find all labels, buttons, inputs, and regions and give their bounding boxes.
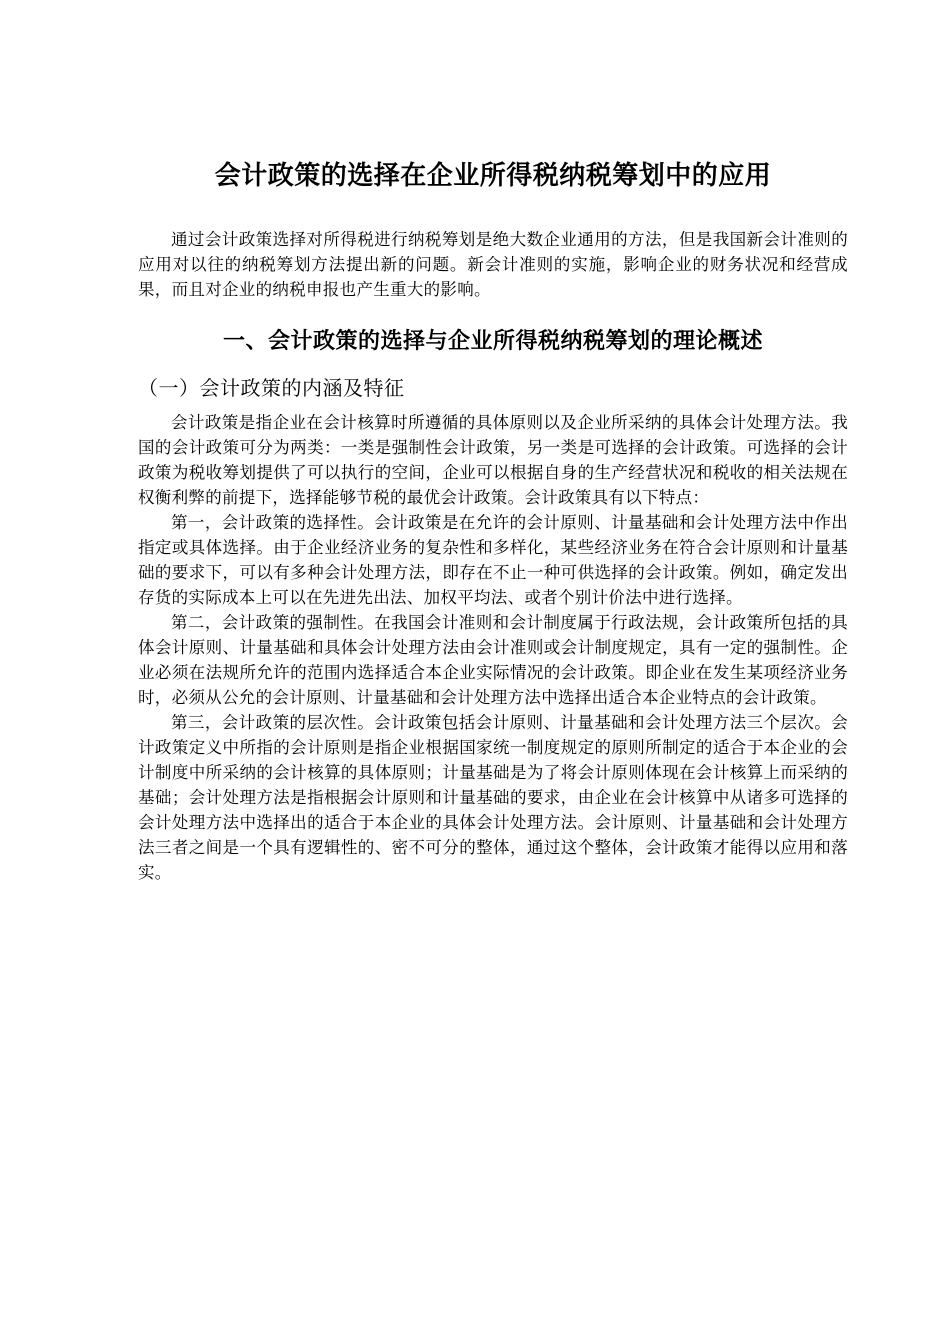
subsection-heading-1-1: （一）会计政策的内涵及特征 — [138, 376, 405, 400]
document-body — [138, 150, 848, 885]
body-paragraph-selectivity: 第一，会计政策的选择性。会计政策是在允许的会计原则、计量基础和会计处理方法中作出指定或具体选择。由于企业经济业务的复杂性和多样化，某些经济业务在符合会计原则和计量基础的要求下，可以有多种会计处理方法，即存在不止一种可供选择的会计政策。例如，确定发出存货的实际成本上可以在先进先出法、加权平均法、或者个别计价法中进行选择。 — [138, 513, 848, 607]
document-title: 会计政策的选择在企业所得税纳税筹划中的应用 — [214, 161, 772, 191]
body-paragraph-mandatory: 第二，会计政策的强制性。在我国会计准则和会计制度属于行政法规，会计政策所包括的具体会计原则、计量基础和具体会计处理方法由会计准则或会计制度规定，具有一定的强制性。企业必须在法规所允许的范围内选择适合本企业实际情况的会计政策。即企业在发生某项经济业务时，必须从公允的会计原则、计量基础和会计处理方法中选择出适合本企业特点的会计政策。 — [138, 613, 848, 707]
body-paragraph-hierarchy: 第三，会计政策的层次性。会计政策包括会计原则、计量基础和会计处理方法三个层次。会计政策定义中所指的会计原则是指企业根据国家统一制度规定的原则所制定的适合于本企业的会计制度中所采纳的会计核算的具体原则；计量基础是为了将会计原则体现在会计核算上而采纳的基础；会计处理方法是指根据会计原则和计量基础的要求，由企业在会计核算中从诸多可选择的会计处理方法中选择出的适合于本企业的具体会计处理方法。会计原则、计量基础和会计处理方法三者之间是一个具有逻辑性的、密不可分的整体，通过这个整体，会计政策才能得以应用和落实。 — [138, 713, 848, 882]
body-paragraph-definition: 会计政策是指企业在会计核算时所遵循的具体原则以及企业所采纳的具体会计处理方法。我国的会计政策可分为两类：一类是强制性会计政策，另一类是可选择的会计政策。可选择的会计政策为税收筹划提供了可以执行的空间，企业可以根据自身的生产经营状况和税收的相关法规在权衡利弊的前提下，选择能够节税的最优会计政策。会计政策具有以下特点： — [138, 413, 848, 507]
section-heading-1: 一、会计政策的选择与企业所得税纳税筹划的理论概述 — [222, 329, 763, 354]
abstract-paragraph: 通过会计政策选择对所得税进行纳税筹划是绝大数企业通用的方法，但是我国新会计准则的应用对以往的纳税筹划方法提出新的问题。新会计准则的实施，影响企业的财务状况和经营成果，而且对企业的纳税申报也产生重大的影响。 — [138, 230, 848, 299]
